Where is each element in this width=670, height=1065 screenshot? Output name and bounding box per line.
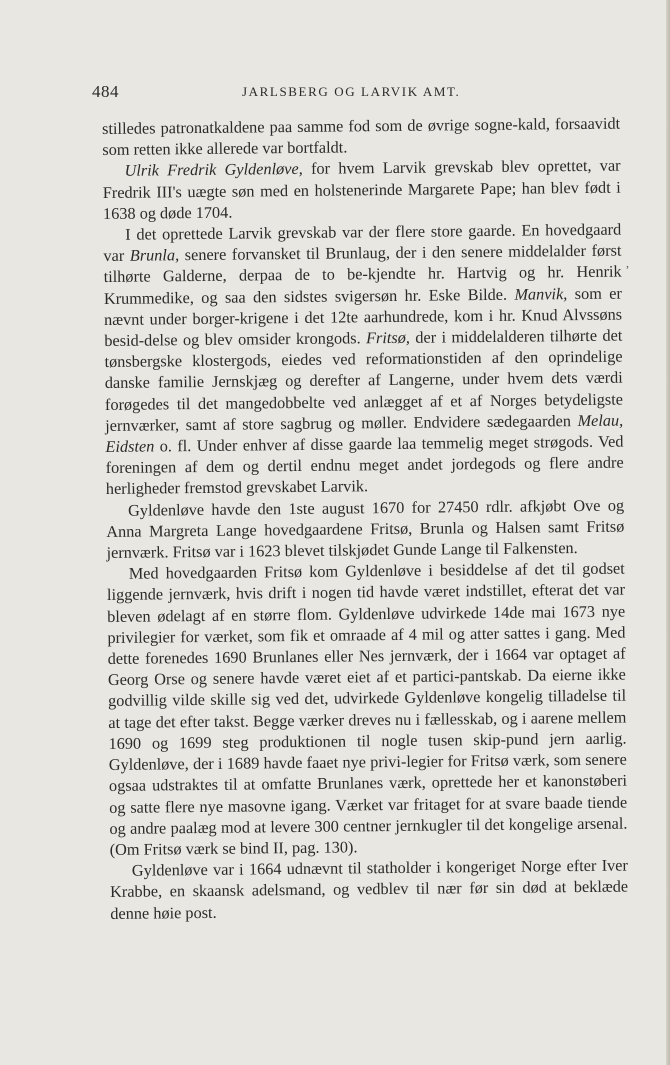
running-head: JARLSBERG OG LARVIK AMT. [242, 84, 461, 99]
page-edge [666, 0, 670, 1065]
italic-run: Ulrik Fredrik Gyldenløve, [124, 159, 303, 181]
italic-run: Fritsø, [365, 327, 411, 348]
italic-run: Manvik, [514, 283, 568, 304]
text-run: for hvem Larvik grevskab blev oprettet, var Fredrik III's uægte søn med en holstenerinde Margarete Pape; han blev født i 1638 og døde 1704. [102, 155, 621, 223]
margin-mark: , [626, 256, 629, 270]
text-run: I det oprettede Larvik grevskab var der flere store gaarde. En hovedgaard var [103, 219, 622, 266]
text-run: som er nævnt under borger-krigene i det 12te aarhundrede, kom i hr. Knud Alvssøns besid-delse og blev omsider krongods. [104, 283, 623, 351]
paragraph-p1 [102, 113, 620, 161]
italic-run: Melau, Eidsten [105, 410, 624, 457]
paragraph-p6 [110, 855, 629, 924]
page-number: 484 [92, 82, 119, 101]
body-text [102, 113, 628, 924]
text-run: senere forvansket til Brunlaug, der i den senere middelalder først tilhørte Galderne, derpaa de to be-kjendte hr. Hartvig og hr. Henrik Krummedike, og saa den sidstes svigersøn hr. Eske Bilde. [103, 240, 622, 308]
paragraph-p3 [103, 219, 624, 500]
page-header [92, 82, 612, 106]
italic-run: Brunla, [129, 245, 180, 265]
paragraph-p5 [107, 558, 628, 860]
text-run: Med hovedgaarden Fritsø kom Gyldenløve i besiddelse af det til godset liggende jernværk, hvis drift i nogen tid havde været indstillet, efterat det var bleven ødelagt af en større flom. Gyldenløve udvirkede 14de mai 1673 nye privilegier for værket, som fik et omraade af 4 mil og atter sattes i gang. Med dette forenedes 1690 Brunlanes eller Nes jernværk, der i 1664 var optaget af Georg Orse og senere havde været eiet af et partici-pantskab. Da eierne ikke godvillig vilde skille sig ved det, udvirkede Gyldenløve kongelig tilladelse til at tage det efter takst. Begge værker dreves nu i fællesskab, og i aarene mellem 1690 og 1699 steg produktionen til nogle tusen skip-pund jern aarlig. Gyldenløve, der i 1689 havde faaet nye privi-legier for Fritsø værk, som senere ogsaa udstraktes til at omfatte Brunlanes værk, oprettede her et kanonstøberi og satte flere nye masovne igang. Værket var fritaget for at svare baade tiende og andre paalæg mod at levere 300 centner jernkugler til det kongelige arsenal. (Om Fritsø værk se bind II, pag. 130). [106, 558, 628, 859]
text-run: der i middelalderen tilhørte det tønsbergske klostergods, eiedes ved reformationstiden af den oprindelige danske familie Jernskjæg og derefter af Langerne, under hvem dets værdi forøgedes til det mangedobbelte ved anlægget af et af Norges betydeligste jernværker, samt af store sagbrug og møller. Endvidere sædegaarden [104, 325, 624, 435]
text-run: Gyldenløve havde den 1ste august 1670 for 27450 rdlr. afkjøbt Ove og Anna Margreta Lange hovedgaardene Fritsø, Brunla og Halsen samt Fritsø jernværk. Fritsø var i 1623 blevet tilskjødet Gunde Lange til Falkensten. [106, 495, 625, 563]
paragraph-p2 [102, 155, 621, 224]
text-run: o. fl. Under enhver af disse gaarde laa temmelig meget strøgods. Ved foreningen af dem og dertil endnu meget andet jordegods og flere andre herligheder fremstod grevskabet Larvik. [105, 431, 624, 499]
text-run: Gyldenløve var i 1664 udnævnt til statholder i kongeriget Norge efter Iver Krabbe, en skaansk adelsmand, og vedblev til nær før sin død at beklæde denne høie post. [110, 855, 629, 923]
text-run: stilledes patronatkaldene paa samme fod som de øvrige sogne-kald, forsaavidt som retten ikke allerede var bortfaldt. [102, 113, 621, 160]
paragraph-p4 [106, 494, 625, 563]
